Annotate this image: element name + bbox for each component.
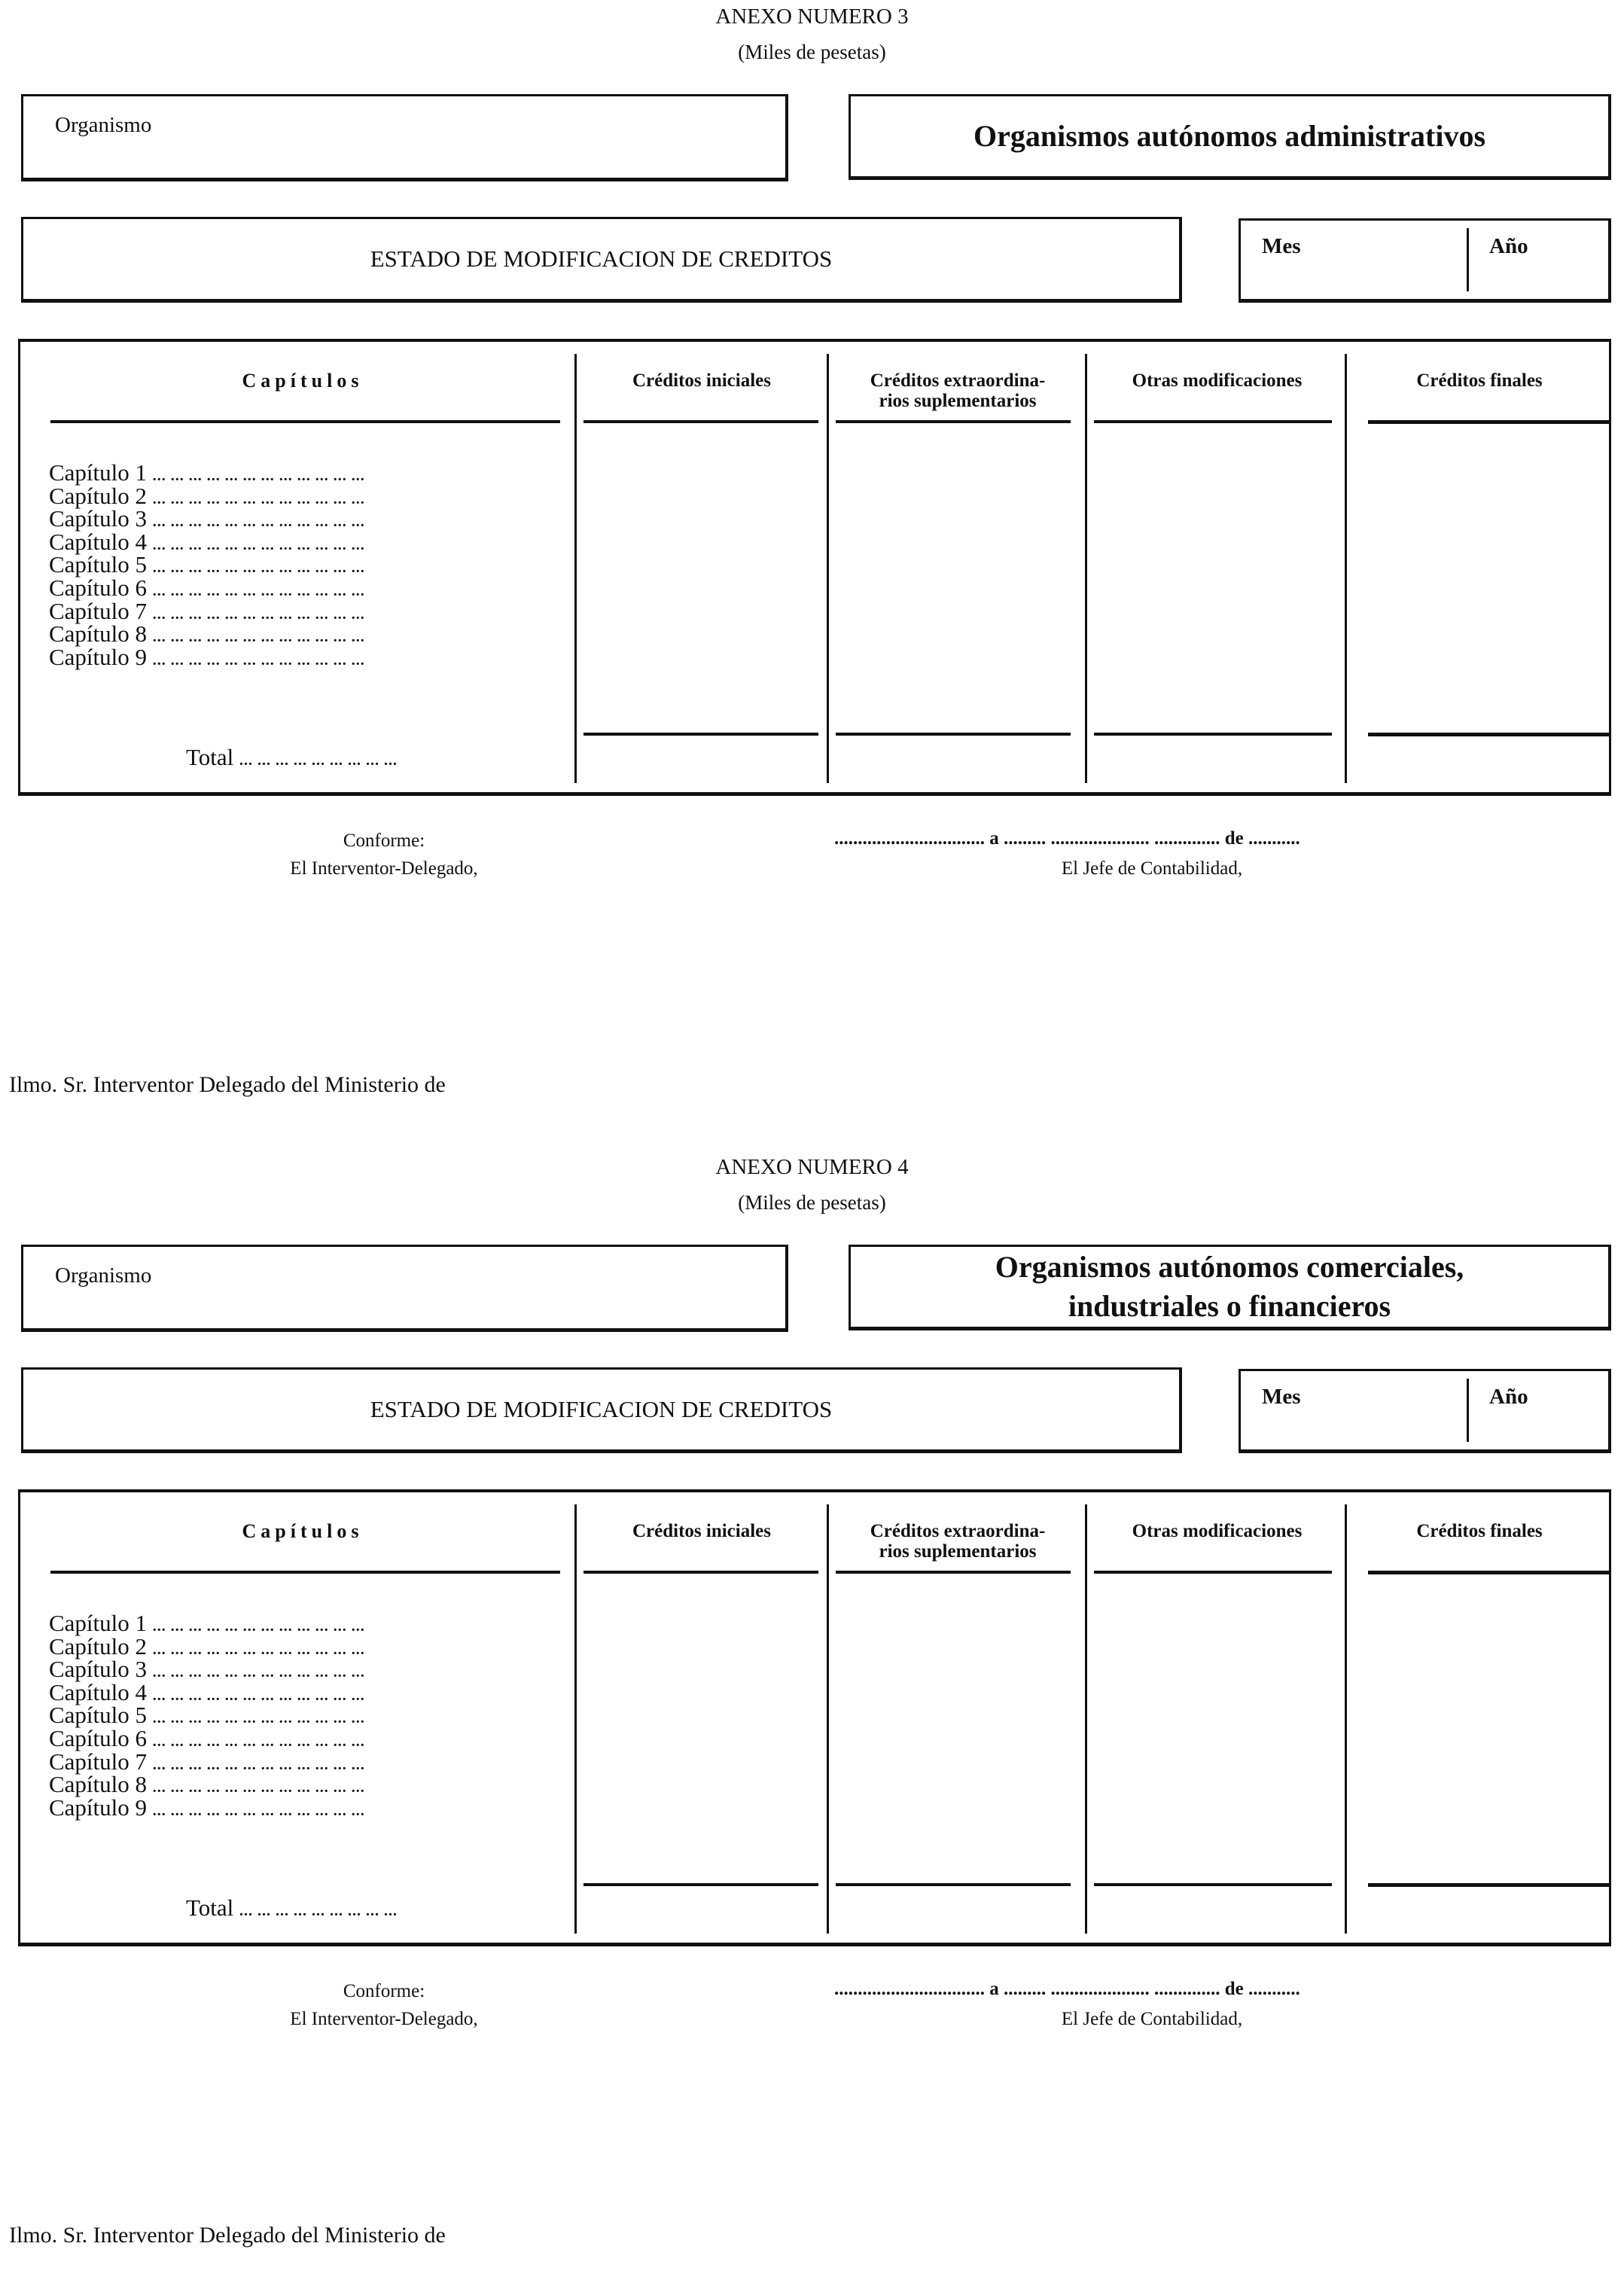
chapter-label: Capítulo 4 [49,1678,148,1705]
anexo-title: ANEXO NUMERO 3 [715,5,909,29]
header-creditos-finales: Créditos finales [1416,1521,1543,1541]
column-divider [1345,354,1347,783]
chapter-label: Capítulo 6 [49,1725,148,1751]
chapter-leader: ... ... ... ... ... ... ... ... ... ... ... ... [152,1687,365,1704]
chapter-label: Capítulo 5 [49,551,148,578]
date-line: ................................ a ......... ..................... .............. de ........... [834,1979,1300,1999]
column-divider [574,1504,577,1934]
mes-anio-divider [1467,1379,1469,1442]
chapter-label: Capítulo 3 [49,1656,148,1683]
chapter-label: Capítulo 2 [49,482,148,509]
total-label: Total [186,1894,234,1921]
conforme-label: Conforme: [343,1981,425,2001]
total-rule [836,733,1071,736]
mes-label: Mes [1262,1385,1301,1409]
chapter-label: Capítulo 7 [49,1748,148,1775]
chapter-leader: ... ... ... ... ... ... ... ... ... ... ... ... [152,559,365,577]
chapter-label: Capítulo 1 [49,459,148,486]
interventor-label: El Interventor-Delegado, [290,2009,478,2029]
organismo-type-box [849,1245,1611,1330]
total-rule [1094,1883,1332,1886]
mes-anio-box [1239,1369,1611,1453]
chapter-row [49,645,365,672]
header-rule [50,1571,560,1574]
total-label: Total [186,744,234,770]
chapter-leader: ... ... ... ... ... ... ... ... ... ... ... ... [152,629,365,646]
chapter-label: Capítulo 8 [49,620,148,648]
total-row [186,1896,398,1923]
addressee: Ilmo. Sr. Interventor Delegado del Ministerio de [9,1072,446,1097]
estado-box [21,217,1182,303]
column-divider [1345,1504,1347,1934]
chapter-leader: ... ... ... ... ... ... ... ... ... ... ... ... [152,1618,365,1635]
credits-table [18,339,1611,796]
organismo-type: Organismos autónomos administrativos [973,119,1486,153]
anexo-title: ANEXO NUMERO 4 [715,1155,909,1179]
mes-anio-box [1239,218,1611,303]
anexo-subtitle: (Miles de pesetas) [738,1191,886,1214]
mes-label: Mes [1262,234,1301,258]
anio-label: Año [1489,1385,1528,1409]
header-creditos-iniciales: Créditos iniciales [632,1521,771,1541]
total-row [186,745,398,773]
chapter-leader: ... ... ... ... ... ... ... ... ... ... ... ... [152,468,365,484]
header-creditos-extraordinarios: Créditos extraordina- rios suplementarios [870,370,1046,411]
chapter-leader: ... ... ... ... ... ... ... ... ... ... ... ... [152,583,365,599]
chapter-label: Capítulo 8 [49,1771,148,1798]
chapter-leader: ... ... ... ... ... ... ... ... ... ... ... ... [152,1779,365,1797]
header-rule [583,1571,818,1574]
total-rule [1094,733,1332,736]
chapter-label: Capítulo 7 [49,597,148,624]
chapter-leader: ... ... ... ... ... ... ... ... ... ... ... ... [152,536,365,553]
header-rule [1368,1571,1609,1574]
chapter-label: Capítulo 9 [49,643,148,670]
chapter-leader: ... ... ... ... ... ... ... ... ... ... ... ... [152,1756,365,1773]
anexo-section-1 [0,0,1624,1144]
header-rule [836,1571,1071,1574]
anio-label: Año [1489,234,1528,258]
header-rule [1094,420,1332,423]
header-creditos-extraordinarios: Créditos extraordina- rios suplementarios [870,1521,1046,1562]
column-divider [1085,354,1087,783]
chapter-label: Capítulo 1 [49,1610,148,1636]
header-creditos-iniciales: Créditos iniciales [632,370,771,391]
organismo-type-box [849,94,1611,180]
chapter-leader: ... ... ... ... ... ... ... ... ... ... ... ... [152,514,365,531]
total-leader: ... ... ... ... ... ... ... ... ... [239,752,398,769]
date-line: ................................ a ......... ..................... .............. de ........... [834,828,1300,849]
total-leader: ... ... ... ... ... ... ... ... ... [239,1903,398,1919]
total-rule [583,733,818,736]
organismo-type: Organismos autónomos comerciales, industriales o financieros [995,1250,1464,1323]
header-rule [583,420,818,423]
chapter-row [49,1796,365,1823]
chapter-leader: ... ... ... ... ... ... ... ... ... ... ... ... [152,1664,365,1681]
interventor-label: El Interventor-Delegado, [290,858,478,879]
organismo-label: Organismo [55,113,152,137]
header-capitulos: Capítulos [242,370,364,392]
header-otras-modificaciones: Otras modificaciones [1132,1521,1303,1541]
total-rule [1368,733,1609,736]
chapter-label: Capítulo 9 [49,1794,148,1821]
column-divider [574,354,577,783]
chapter-label: Capítulo 4 [49,528,148,555]
chapter-leader: ... ... ... ... ... ... ... ... ... ... ... ... [152,1733,365,1750]
chapter-label: Capítulo 6 [49,575,148,601]
chapter-label: Capítulo 3 [49,505,148,532]
mes-anio-divider [1467,228,1469,291]
header-rule [836,420,1071,423]
chapter-leader: ... ... ... ... ... ... ... ... ... ... ... ... [152,490,365,507]
total-rule [583,1883,818,1886]
organismo-label: Organismo [55,1263,152,1288]
conforme-label: Conforme: [343,831,425,851]
total-rule [836,1883,1071,1886]
jefe-label: El Jefe de Contabilidad, [1061,858,1243,879]
estado-title: ESTADO DE MODIFICACION DE CREDITOS [370,1396,833,1422]
header-capitulos: Capítulos [242,1520,364,1542]
chapter-leader: ... ... ... ... ... ... ... ... ... ... ... ... [152,1710,365,1727]
header-rule [50,420,560,423]
estado-box [21,1367,1182,1453]
column-divider [1085,1504,1087,1934]
chapter-label: Capítulo 5 [49,1702,148,1729]
header-rule [1094,1571,1332,1574]
column-divider [827,354,829,783]
organismo-box [21,1245,788,1332]
jefe-label: El Jefe de Contabilidad, [1061,2009,1243,2029]
chapter-leader: ... ... ... ... ... ... ... ... ... ... ... ... [152,605,365,623]
addressee: Ilmo. Sr. Interventor Delegado del Ministerio de [9,2223,446,2248]
organismo-box [21,94,788,181]
total-rule [1368,1883,1609,1887]
anexo-subtitle: (Miles de pesetas) [738,41,886,63]
chapter-leader: ... ... ... ... ... ... ... ... ... ... ... ... [152,1802,365,1819]
chapter-label: Capítulo 2 [49,1632,148,1660]
header-rule [1368,420,1609,424]
anexo-section-2 [0,1151,1624,2295]
credits-table [18,1489,1611,1946]
header-creditos-finales: Créditos finales [1416,370,1543,391]
chapter-leader: ... ... ... ... ... ... ... ... ... ... ... ... [152,651,365,669]
header-otras-modificaciones: Otras modificaciones [1132,370,1303,391]
estado-title: ESTADO DE MODIFICACION DE CREDITOS [370,245,833,272]
column-divider [827,1504,829,1934]
chapter-leader: ... ... ... ... ... ... ... ... ... ... ... ... [152,1641,365,1658]
